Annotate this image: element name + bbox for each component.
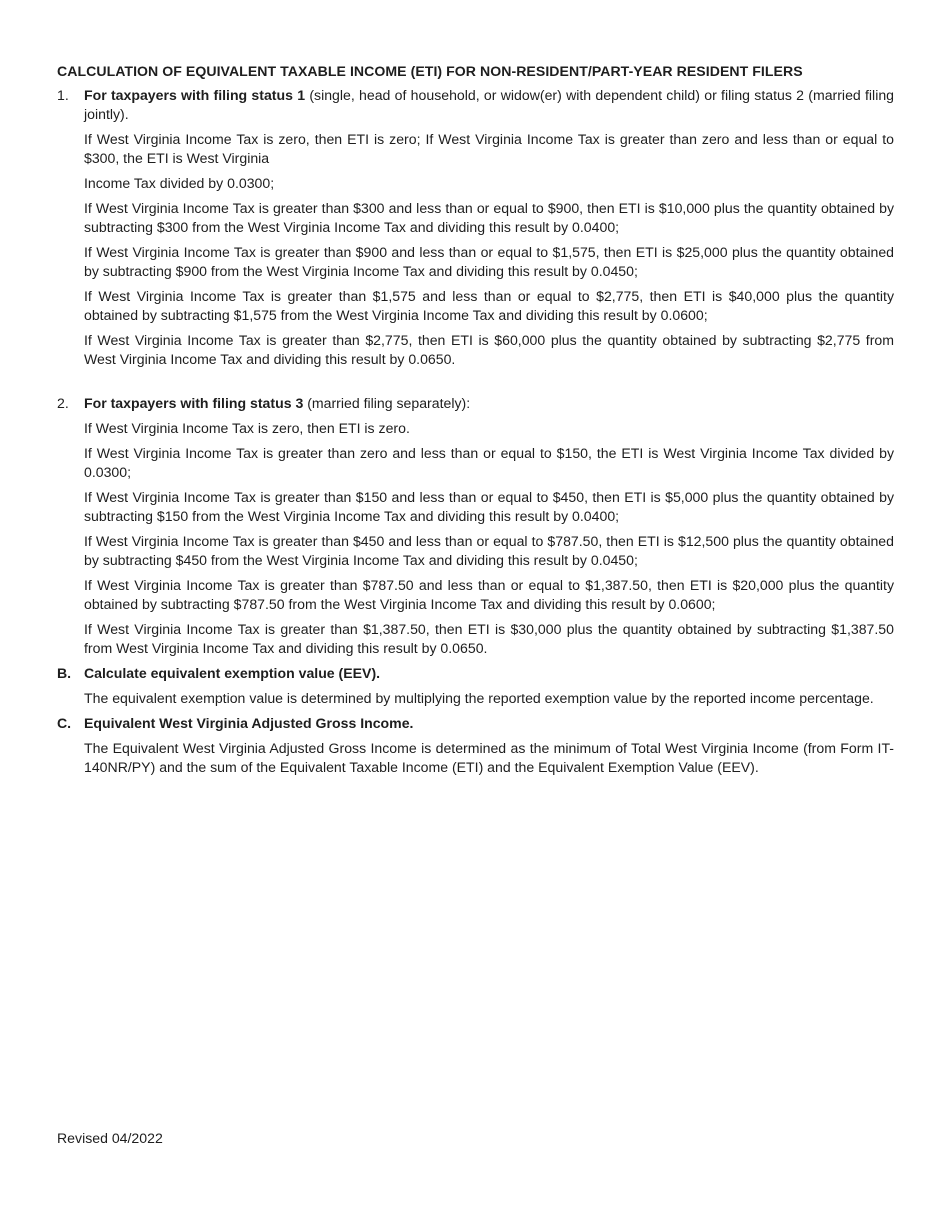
section-lead: For taxpayers with filing status 1 [84,87,306,103]
paragraph: If West Virginia Income Tax is greater than $900 and less than or equal to $1,575, then ETI is $25,000 plus the quantity obtained by subtracting $900 from the West Virginia Income Tax and dividing this result by 0.0450; [84,244,894,279]
paragraph: If West Virginia Income Tax is greater than $1,575 and less than or equal to $2,775, then ETI is $40,000 plus the quantity obtained by subtracting $1,575 from the West Virginia Income Tax and dividing this result by 0.0600; [84,288,894,323]
paragraph: The Equivalent West Virginia Adjusted Gross Income is determined as the minimum of Total West Virginia Income (from Form IT-140NR/PY) and the sum of the Equivalent Taxable Income (ETI) and the Equivalent Exemption Value (EEV). [84,740,894,775]
section-lead: Calculate equivalent exemption value (EEV). [84,665,381,681]
section-lead: Equivalent West Virginia Adjusted Gross Income. [84,715,414,731]
paragraph: If West Virginia Income Tax is zero, then ETI is zero; If West Virginia Income Tax is greater than zero and less than or equal to $300, the ETI is West Virginia [84,131,894,166]
paragraph: If West Virginia Income Tax is greater than $300 and less than or equal to $900, then ETI is $10,000 plus the quantity obtained by subtracting $300 from the West Virginia Income Tax and dividing this result by 0.0400; [84,200,894,235]
section-eev [57,664,894,708]
section-marker: C. [57,715,72,731]
section-heading [84,394,894,413]
paragraph: If West Virginia Income Tax is greater than $2,775, then ETI is $60,000 plus the quantity obtained by subtracting $2,775 from West Virginia Income Tax and dividing this result by 0.0650. [84,332,894,367]
section-heading-rest: (single, head of household, or widow(er) with dependent child) or filing status 2 (married filing jointly). [84,87,894,122]
page-title: CALCULATION OF EQUIVALENT TAXABLE INCOME (ETI) FOR NON-RESIDENT/PART-YEAR RESIDENT FILERS [57,63,803,79]
section-filing-status-1 [57,86,894,369]
section-marker: B. [57,665,72,681]
paragraph: Income Tax divided by 0.0300; [84,175,275,191]
section-filing-status-3 [57,394,894,658]
section-marker: 2. [57,395,69,411]
paragraph: If West Virginia Income Tax is greater than zero and less than or equal to $150, the ETI is West Virginia Income Tax divided by 0.0300; [84,445,894,480]
paragraph: If West Virginia Income Tax is greater than $1,387.50, then ETI is $30,000 plus the quantity obtained by subtracting $1,387.50 from West Virginia Income Tax and dividing this result by 0.0650. [84,621,894,656]
section-heading-rest: (married filing separately): [303,395,471,411]
section-heading [84,664,894,683]
paragraph: The equivalent exemption value is determined by multiplying the reported exemption value by the reported income percentage. [84,690,874,706]
section-marker: 1. [57,87,69,103]
section-heading [84,714,894,733]
paragraph: If West Virginia Income Tax is zero, then ETI is zero. [84,420,410,436]
section-equivalent-agi [57,714,894,777]
section-lead: For taxpayers with filing status 3 [84,395,304,411]
document-page [57,62,894,777]
section-heading [84,86,894,124]
paragraph: If West Virginia Income Tax is greater than $450 and less than or equal to $787.50, then ETI is $12,500 plus the quantity obtained by subtracting $450 from the West Virginia Income Tax and dividing this result by 0.0450; [84,533,894,568]
revision-date: Revised 04/2022 [57,1130,163,1146]
paragraph: If West Virginia Income Tax is greater than $787.50 and less than or equal to $1,387.50, then ETI is $20,000 plus the quantity obtained by subtracting $787.50 from the West Virginia Income Tax and dividing this result by 0.0600; [84,577,894,612]
paragraph: If West Virginia Income Tax is greater than $150 and less than or equal to $450, then ETI is $5,000 plus the quantity obtained by subtracting $150 from the West Virginia Income Tax and dividing this result by 0.0400; [84,489,894,524]
